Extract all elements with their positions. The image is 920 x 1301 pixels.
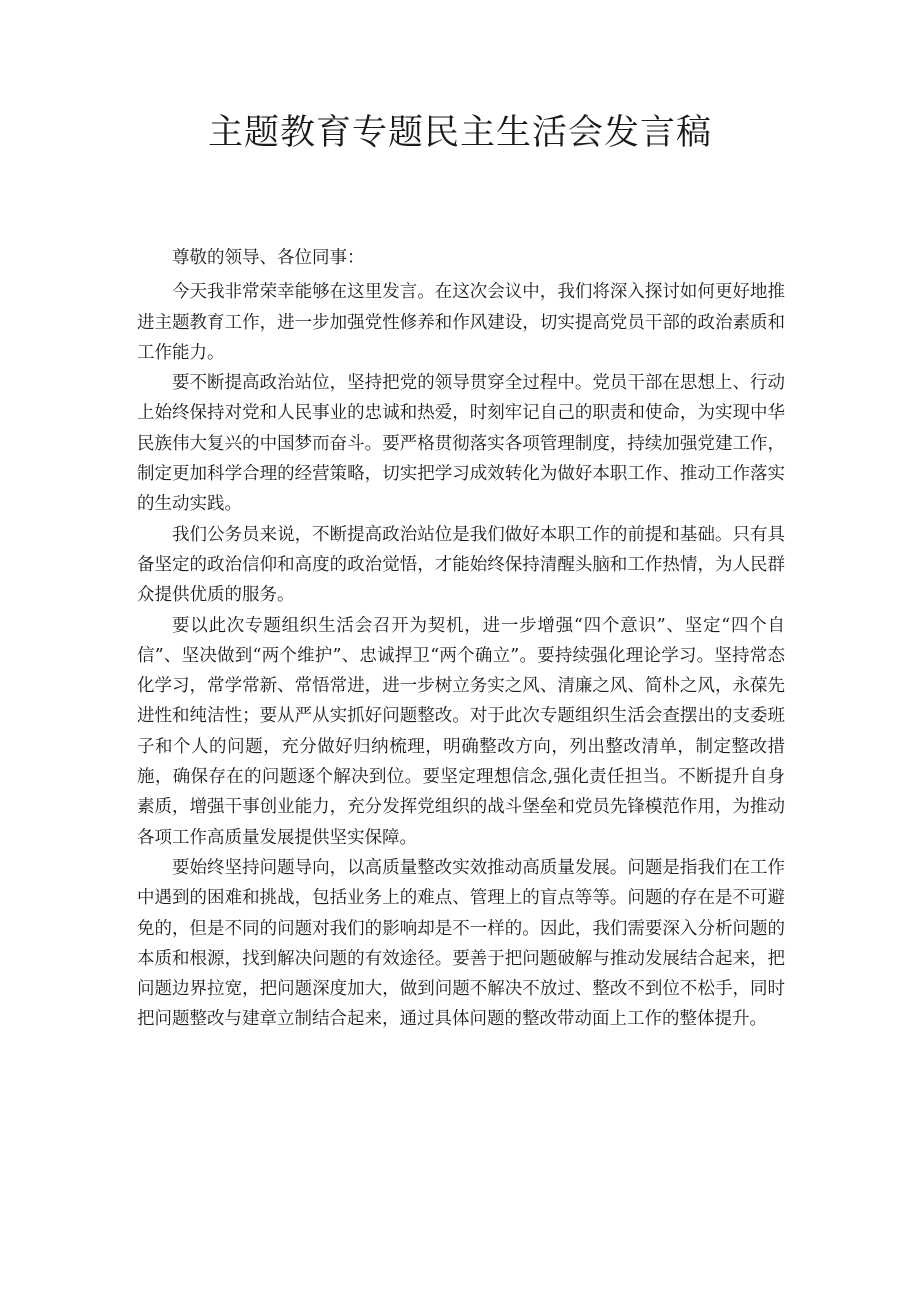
paragraph: 要以此次专题组织生活会召开为契机，进一步增强“四个意识”、坚定“四个自信”、坚决做到“两个维护”、忠诚捍卫“两个确立”。要持续强化理论学习。坚持常态化学习，常学常新、常悟常进，进一步树立务实之风、清廉之风、简朴之风，永葆先进性和纯洁性；要从严从实抓好问题整改。对于此次专题组织生活会查摆出的支委班子和个人的问题，充分做好归纳梳理，明确整改方向，列出整改清单，制定整改措施，确保存在的问题逐个解决到位。要坚定理想信念,强化责任担当。不断提升自身素质，增强干事创业能力，充分发挥党组织的战斗堡垒和党员先锋模范作用，为推动各项工作高质量发展提供坚实保障。 [137, 615, 785, 848]
paragraph: 我们公务员来说，不断提高政治站位是我们做好本职工作的前提和基础。只有具备坚定的政治信仰和高度的政治觉悟，才能始终保持清醒头脑和工作热情，为人民群众提供优质的服务。 [137, 524, 785, 606]
document-body [137, 243, 785, 1035]
paragraph: 要始终坚持问题导向，以高质量整改实效推动高质量发展。问题是指我们在工作中遇到的困难和挑战，包括业务上的难点、管理上的盲点等等。问题的存在是不可避免的，但是不同的问题对我们的影响却是不一样的。因此，我们需要深入分析问题的本质和根源，找到解决问题的有效途径。要善于把问题破解与推动发展结合起来，把问题边界拉宽，把问题深度加大，做到问题不解决不放过、整改不到位不松手，同时把问题整改与建章立制结合起来，通过具体问题的整改带动面上工作的整体提升。 [137, 857, 785, 1030]
paragraph: 今天我非常荣幸能够在这里发言。在这次会议中，我们将深入探讨如何更好地推进主题教育工作，进一步加强党性修养和作风建设，切实提高党员干部的政治素质和工作能力。 [137, 282, 785, 363]
paragraph: 要不断提高政治站位，坚持把党的领导贯穿全过程中。党员干部在思想上、行动上始终保持对党和人民事业的忠诚和热爱，时刻牢记自己的职责和使命，为实现中华民族伟大复兴的中国梦而奋斗。要严格贯彻落实各项管理制度，持续加强党建工作，制定更加科学合理的经营策略，切实把学习成效转化为做好本职工作、推动工作落实的生动实践。 [137, 373, 785, 515]
document-title: 主题教育专题民主生活会发言稿 [207, 113, 712, 153]
salutation: 尊敬的领导、各位同事： [172, 248, 365, 268]
